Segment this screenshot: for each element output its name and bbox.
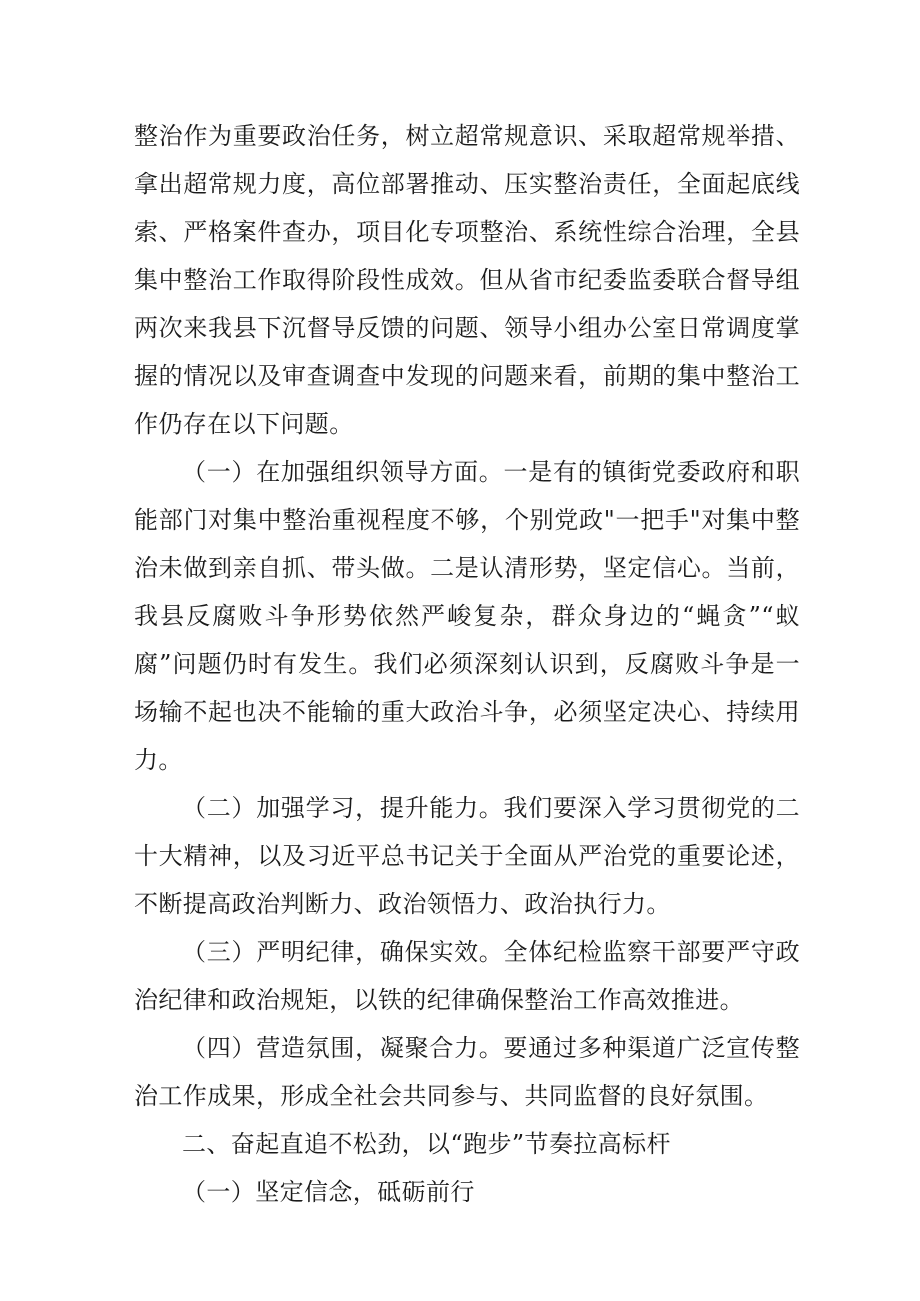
paragraph-section-1: （一）在加强组织领导方面。一是有的镇街党委政府和职能部门对集中整治重视程度不够，个别党政"一把手"对集中整治未做到亲自抓、带头做。二是认清形势，坚定信心。当前，我县反腐败斗争形势依然严峻复杂，群众身边的“蝇贪”“蚁腐”问题仍时有发生。我们必须深刻认识到，反腐败斗争是一场输不起也决不能输的重大政治斗争，必须坚定决心、持续用力。	[134, 458, 800, 774]
subheading-part-2-1: （一）坚定信念，砥砺前行	[182, 1178, 475, 1206]
paragraph-section-4: （四）营造氛围，凝聚合力。要通过多种渠道广泛宣传整治工作成果，形成全社会共同参与、共同监督的良好氛围。	[134, 1034, 800, 1110]
paragraph-section-2: （二）加强学习，提升能力。我们要深入学习贯彻党的二十大精神，以及习近平总书记关于全面从严治党的重要论述，不断提高政治判断力、政治领悟力、政治执行力。	[134, 794, 800, 918]
paragraph-continuation: 整治作为重要政治任务，树立超常规意识、采取超常规举措、拿出超常规力度，高位部署推动、压实整治责任，全面起底线索、严格案件查办，项目化专项整治、系统性综合治理，全县集中整治工作取得阶段性成效。但从省市纪委监委联合督导组两次来我县下沉督导反馈的问题、领导小组办公室日常调度掌握的情况以及审查调查中发现的问题来看，前期的集中整治工作仍存在以下问题。	[134, 122, 800, 438]
heading-part-2: 二、奋起直追不松劲，以“跑步”节奏拉高标杆	[182, 1130, 671, 1158]
paragraph-section-3: （三）严明纪律，确保实效。全体纪检监察干部要严守政治纪律和政治规矩，以铁的纪律确保整治工作高效推进。	[134, 938, 800, 1014]
document-body	[134, 112, 800, 1216]
